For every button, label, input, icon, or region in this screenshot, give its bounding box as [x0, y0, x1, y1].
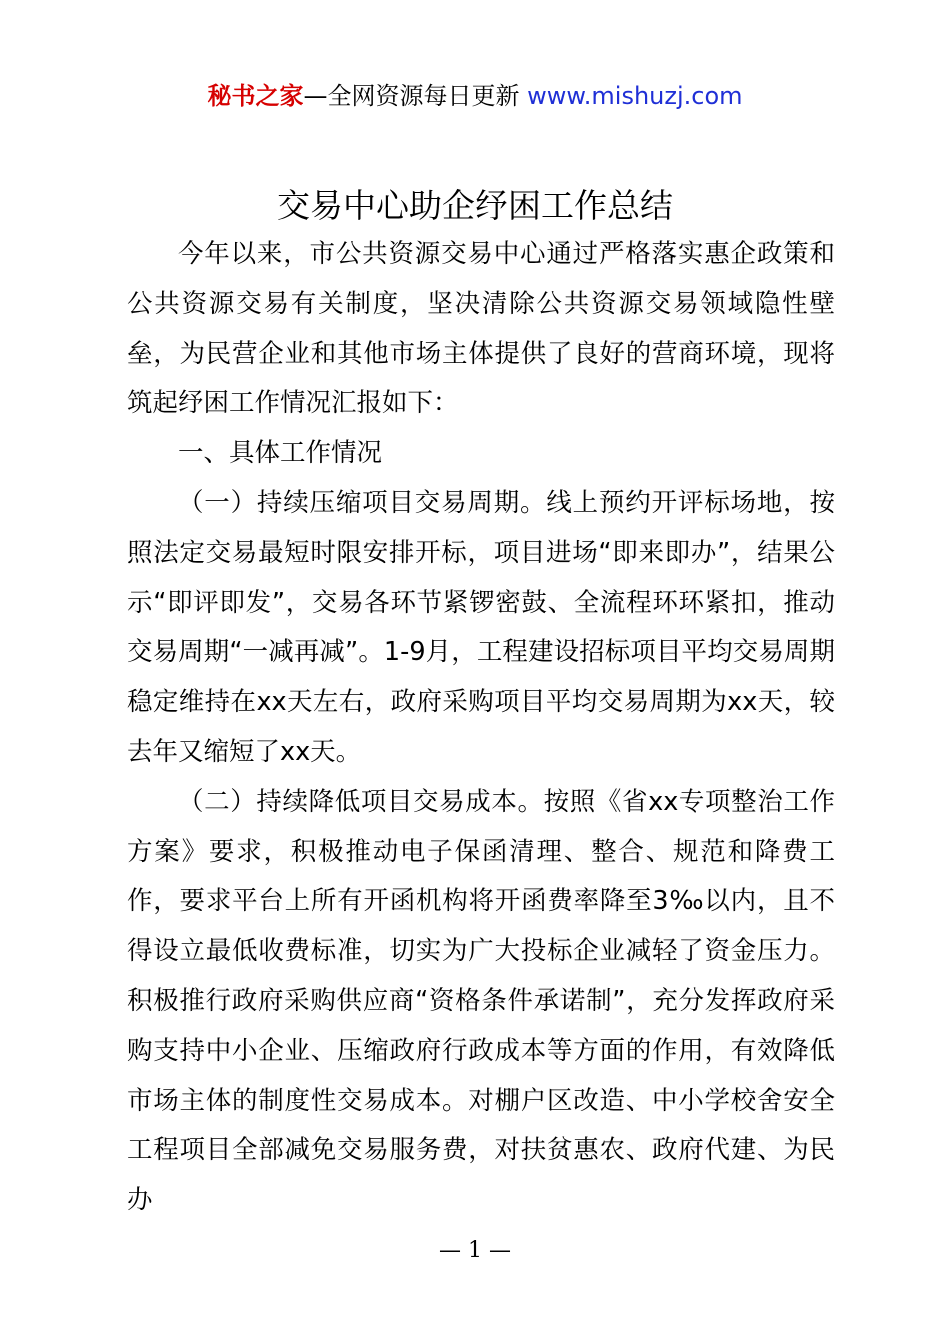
- body-paragraph: （一）持续压缩项目交易周期。线上预约开评标场地，按照法定交易最短时限安排开标，项目进场“即来即办”，结果公示“即评即发”，交易各环节紧锣密鼓、全流程环环紧扣，推动交易周期“一减再减”。1-9月，工程建设招标项目平均交易周期稳定维持在xx天左右，政府采购项目平均交易周期为xx天，较去年又缩短了xx天。: [127, 487, 835, 767]
- body-paragraph: （二）持续降低项目交易成本。按照《省xx专项整治工作方案》要求，积极推动电子保函清理、整合、规范和降费工作，要求平台上所有开函机构将开函费率降至3‰以内，且不得设立最低收费标准，切实为广大投标企业减轻了资金压力。积极推行政府采购供应商“资格条件承诺制”，充分发挥政府采购支持中小企业、压缩政府行政成本等方面的作用，有效降低市场主体的制度性交易成本。对棚户区改造、中小学校舍安全工程项目全部减免交易服务费，对扶贫惠农、政府代建、为民办: [127, 786, 835, 1216]
- section-heading: 一、具体工作情况: [178, 438, 383, 469]
- header-tagline: —全网资源每日更新: [303, 82, 520, 110]
- page-number: — 1 —: [439, 1238, 511, 1263]
- intro-paragraph: 今年以来，市公共资源交易中心通过严格落实惠企政策和公共资源交易有关制度，坚决清除公共资源交易领域隐性壁垒，为民营企业和其他市场主体提供了良好的营商环境，现将筑起纾困工作情况汇报如下：: [127, 239, 835, 419]
- site-header: [0, 80, 950, 112]
- brand-name: 秘书之家: [207, 82, 304, 110]
- site-url-link[interactable]: www.mishuzj.com: [527, 82, 743, 110]
- document-body: [127, 230, 835, 1226]
- document-title: 交易中心助企纾困工作总结: [277, 186, 673, 225]
